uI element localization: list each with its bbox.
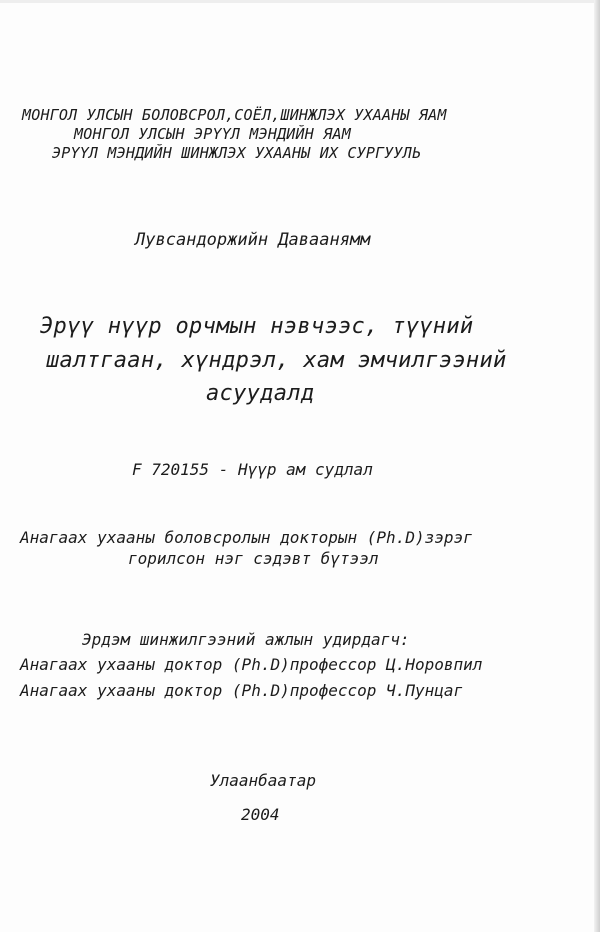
supervisors-heading: Эрдэм шинжилгээний ажлын удирдагч: — [82, 630, 410, 649]
city: Улаанбаатар — [210, 771, 316, 790]
supervisor-2: Анагаах ухааны доктор (Ph.D)профессор Ч.Пунцаг — [20, 681, 464, 700]
year: 2004 — [241, 805, 280, 824]
author-name: Лувсандоржийн Даваанямм — [135, 230, 371, 250]
institution-line-2: МОНГОЛ УЛСЫН ЭРҮҮЛ МЭНДИЙН ЯАМ — [74, 125, 351, 143]
degree-line-1: Анагаах ухааны боловсролын докторын (Ph.D)зэрэг — [20, 528, 473, 547]
institution-line-1: МОНГОЛ УЛСЫН БОЛОВСРОЛ,СОЁЛ,ШИНЖЛЭХ УХААНЫ ЯАМ — [22, 106, 447, 124]
thesis-title-line-3: асуудалд — [206, 381, 315, 406]
degree-line-2: горилсон нэг сэдэвт бүтээл — [128, 549, 379, 568]
thesis-title-line-1: Эрүү нүүр орчмын нэвчээс, түүний — [40, 314, 474, 339]
scan-edge-top — [0, 0, 600, 3]
thesis-title-line-2: шалтгаан, хүндрэл, хам эмчилгээний — [46, 348, 507, 373]
supervisor-1: Анагаах ухааны доктор (Ph.D)профессор Ц.Норовпил — [20, 655, 483, 674]
institution-line-3: ЭРҮҮЛ МЭНДИЙН ШИНЖЛЭХ УХААНЫ ИХ СУРГУУЛЬ — [52, 144, 422, 162]
scan-edge-right — [594, 0, 600, 932]
specialty-code: F 720155 - Нүүр ам судлал — [132, 460, 373, 479]
